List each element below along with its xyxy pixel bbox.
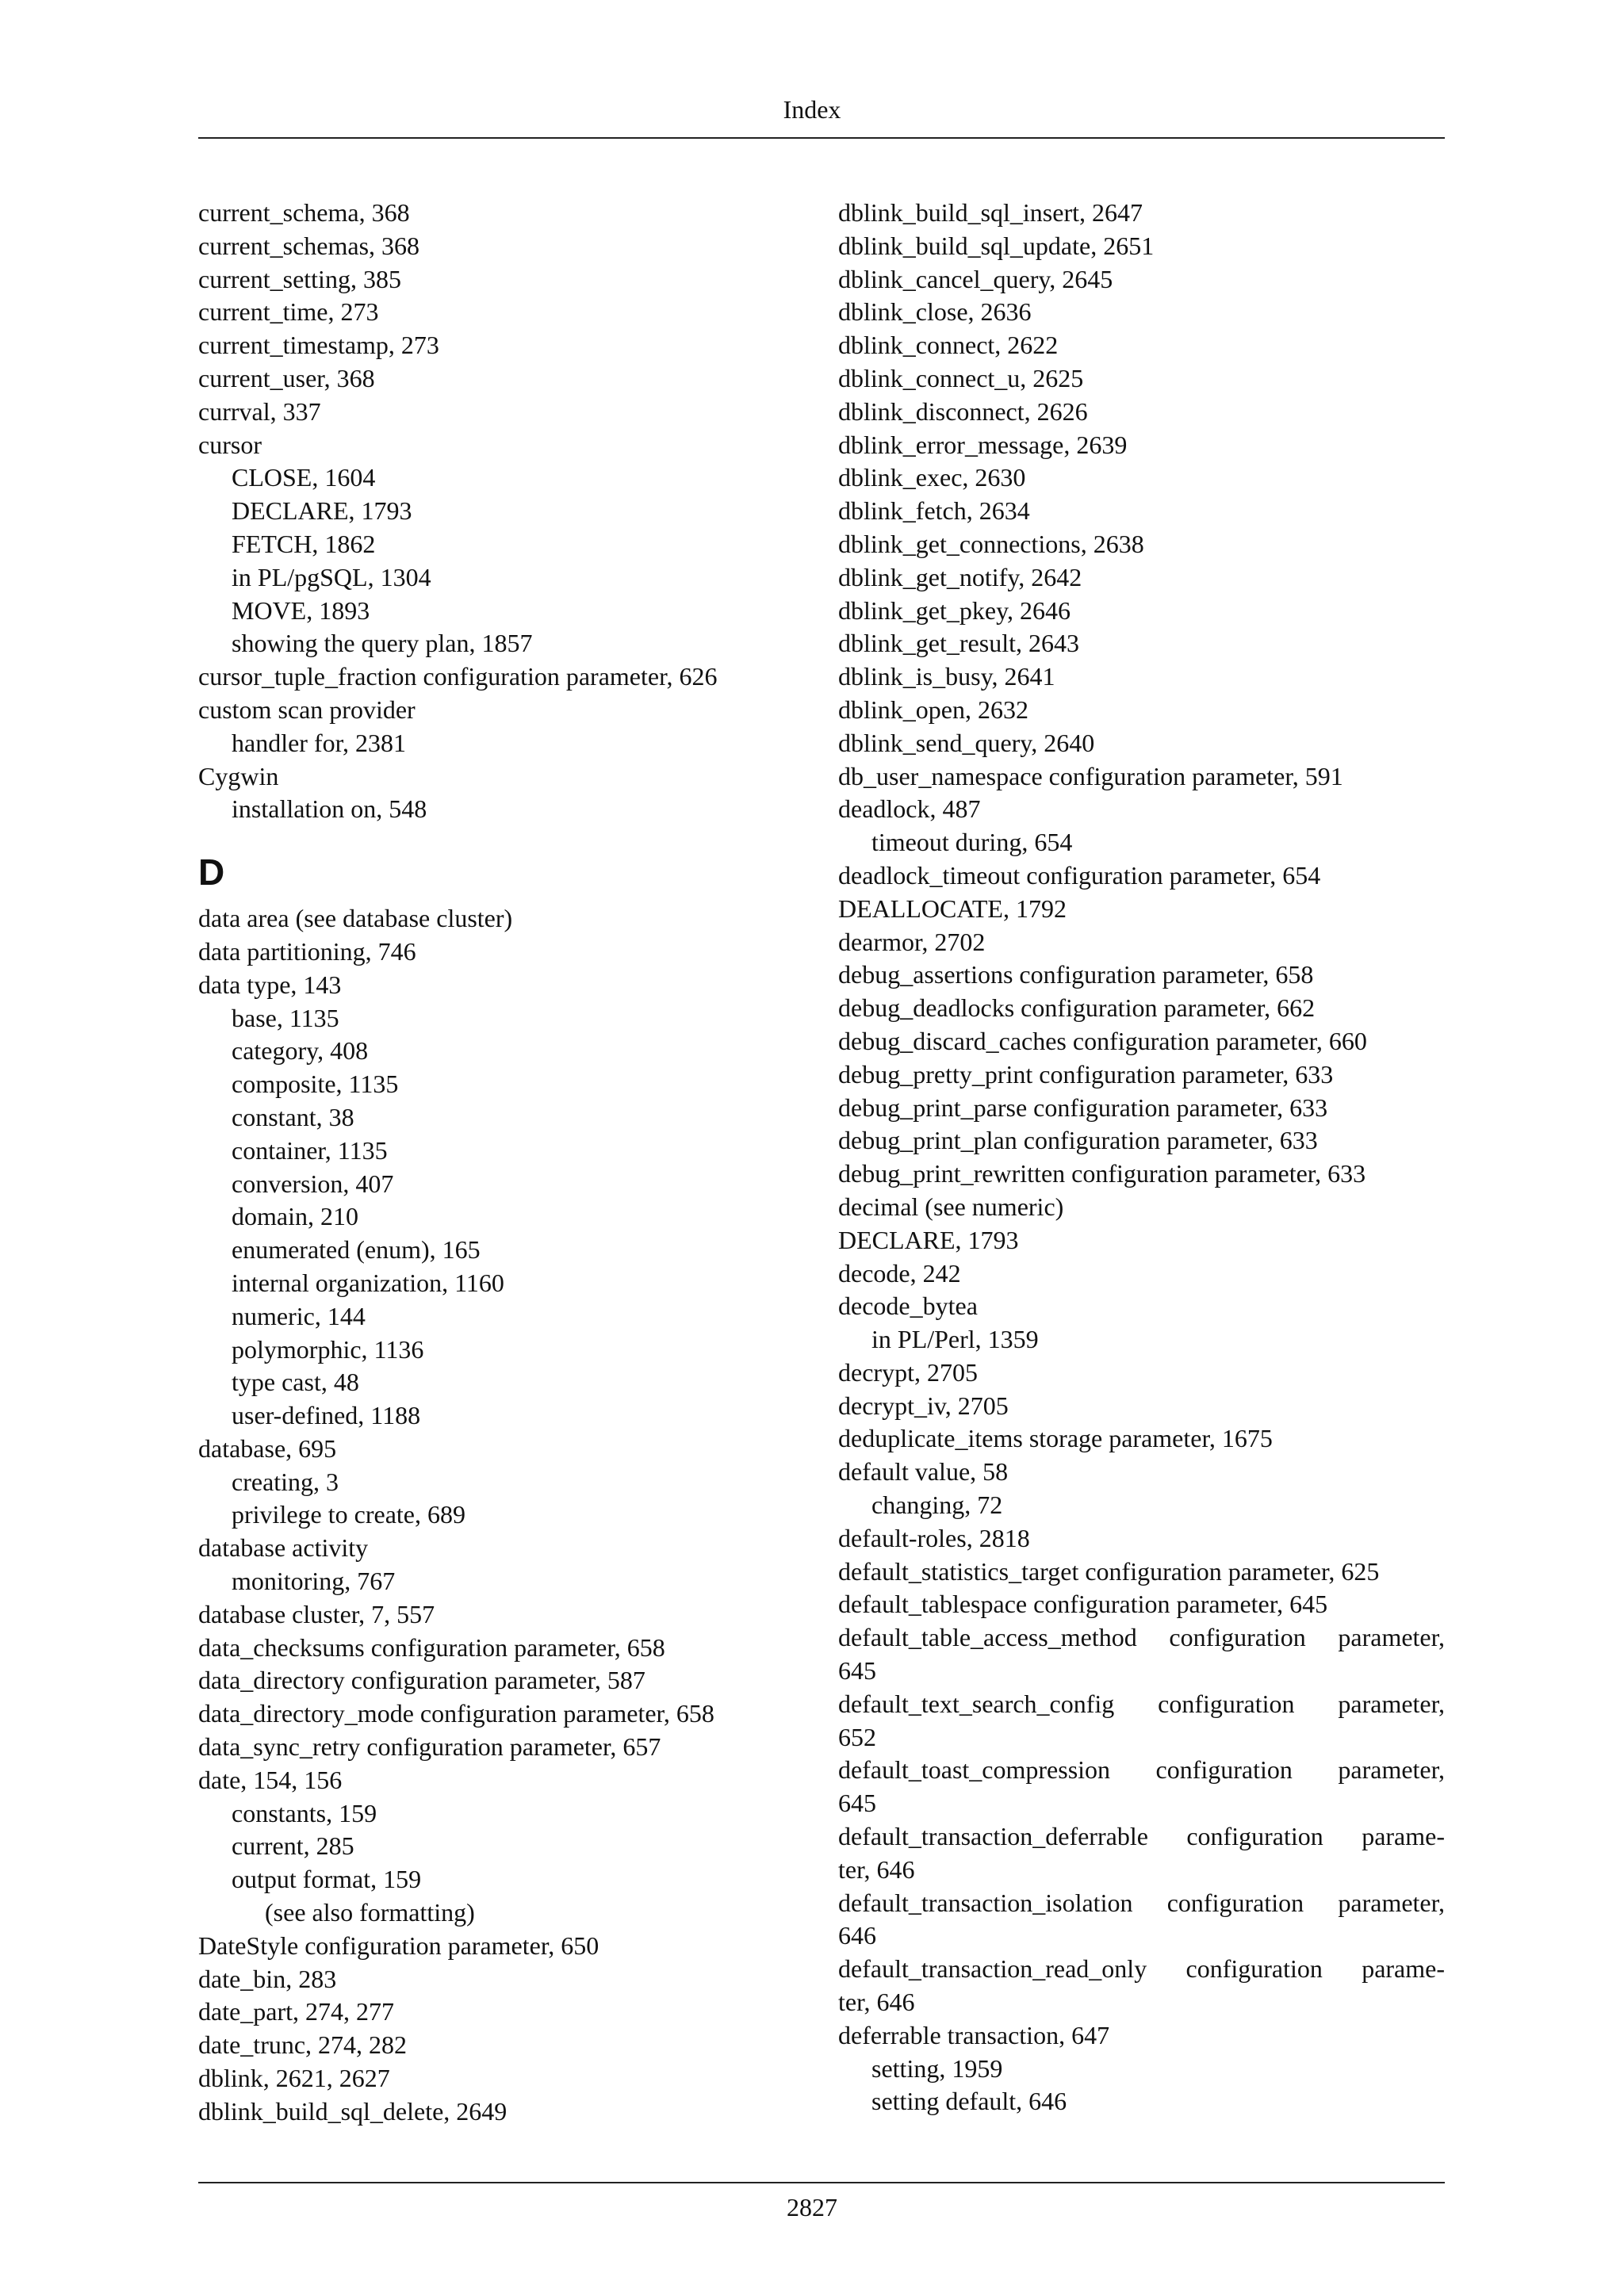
- index-entry: DECLARE, 1793: [838, 1225, 1019, 1254]
- index-entry: cursor: [198, 430, 262, 459]
- index-entry: deadlock_timeout configuration parameter, 654: [838, 860, 1321, 890]
- index-entry: ter, 646: [838, 1988, 915, 2017]
- index-entry: default-roles, 2818: [838, 1523, 1030, 1552]
- footer-rule: [198, 2182, 1445, 2183]
- index-entry: current_schemas, 368: [198, 231, 420, 260]
- index-entry: Cygwin: [198, 761, 279, 790]
- index-entry: default_statistics_target configuration parameter, 625: [838, 1556, 1380, 1586]
- index-entry: deduplicate_items storage parameter, 1675: [838, 1424, 1273, 1453]
- index-entry: 646: [838, 1921, 876, 1950]
- index-subentry: privilege to create, 689: [232, 1500, 465, 1529]
- index-subentry: conversion, 407: [232, 1169, 394, 1198]
- index-subentry: creating, 3: [232, 1467, 339, 1496]
- index-entry: dblink_get_notify, 2642: [838, 562, 1082, 591]
- index-entry: database, 695: [198, 1433, 337, 1463]
- index-entry: decimal (see numeric): [838, 1192, 1064, 1221]
- index-subentry: setting, 1959: [871, 2053, 1003, 2083]
- index-entry: deadlock, 487: [838, 794, 981, 824]
- index-subentry: setting default, 646: [871, 2087, 1067, 2116]
- index-entry: debug_pretty_print configuration parameter, 633: [838, 1059, 1334, 1089]
- index-entry: dearmor, 2702: [838, 927, 986, 956]
- index-subentry: polymorphic, 1136: [232, 1334, 424, 1364]
- index-entry: dblink_get_connections, 2638: [838, 529, 1144, 558]
- index-column-right: [838, 197, 1445, 2118]
- index-subentry: constant, 38: [232, 1102, 354, 1131]
- index-entry: dblink_connect_u, 2625: [838, 363, 1084, 392]
- index-entry: custom scan provider: [198, 695, 416, 724]
- index-entry: default_transaction_read_only configuration parame-: [838, 1954, 1445, 1984]
- index-entry: data_checksums configuration parameter, 658: [198, 1632, 665, 1662]
- index-subentry: showing the query plan, 1857: [232, 629, 533, 658]
- index-entry: default value, 58: [838, 1457, 1009, 1487]
- index-entry: dblink_open, 2632: [838, 695, 1028, 724]
- index-entry: dblink_exec, 2630: [838, 463, 1026, 492]
- index-subentry: numeric, 144: [232, 1301, 366, 1330]
- index-entry: dblink_close, 2636: [838, 297, 1032, 327]
- index-entry: current_user, 368: [198, 363, 375, 392]
- index-entry: 645: [838, 1789, 876, 1818]
- index-entry: dblink_build_sql_update, 2651: [838, 231, 1155, 260]
- index-subentry: FETCH, 1862: [232, 529, 376, 558]
- index-entry: dblink_disconnect, 2626: [838, 396, 1088, 426]
- index-entry: dblink_is_busy, 2641: [838, 662, 1055, 691]
- index-entry: date_trunc, 274, 282: [198, 2030, 408, 2060]
- index-entry: dblink_fetch, 2634: [838, 496, 1030, 526]
- index-entry: currval, 337: [198, 396, 321, 426]
- running-header-title: Index: [783, 95, 841, 124]
- index-subentry: timeout during, 654: [871, 828, 1073, 857]
- index-entry: DateStyle configuration parameter, 650: [198, 1931, 599, 1960]
- index-subentry: composite, 1135: [232, 1070, 399, 1099]
- index-entry: debug_print_plan configuration parameter, 633: [838, 1126, 1318, 1155]
- index-entry: default_text_search_config configuration parameter,: [838, 1689, 1445, 1718]
- index-entry: dblink_get_pkey, 2646: [838, 595, 1071, 625]
- index-entry: decrypt_iv, 2705: [838, 1391, 1009, 1420]
- index-entry: data_directory configuration parameter, 587: [198, 1666, 645, 1695]
- index-subentry: domain, 210: [232, 1202, 358, 1231]
- index-entry: dblink_build_sql_insert, 2647: [838, 198, 1143, 227]
- index-entry: cursor_tuple_fraction configuration parameter, 626: [198, 662, 718, 691]
- index-subentry: DECLARE, 1793: [232, 496, 412, 526]
- index-entry: data_sync_retry configuration parameter, 657: [198, 1732, 661, 1762]
- index-entry: 645: [838, 1656, 876, 1686]
- index-entry: dblink_connect, 2622: [838, 331, 1059, 360]
- index-subentry: changing, 72: [871, 1490, 1003, 1520]
- index-subentry: CLOSE, 1604: [232, 463, 376, 492]
- index-entry: decode_bytea: [838, 1292, 978, 1321]
- index-entry: ter, 646: [838, 1854, 915, 1884]
- index-entry: dblink_get_result, 2643: [838, 629, 1079, 658]
- index-subentry: MOVE, 1893: [232, 595, 370, 625]
- index-subentry: internal organization, 1160: [232, 1268, 504, 1297]
- index-entry: data area (see database cluster): [198, 904, 513, 933]
- index-subentry: output format, 159: [232, 1865, 422, 1894]
- index-entry: dblink_error_message, 2639: [838, 430, 1128, 459]
- index-subentry: type cast, 48: [232, 1368, 359, 1397]
- index-entry: debug_print_rewritten configuration parameter, 633: [838, 1159, 1366, 1188]
- index-subentry: handler for, 2381: [232, 728, 406, 757]
- index-entry: debug_assertions configuration parameter, 658: [838, 960, 1314, 989]
- index-entry: decode, 242: [838, 1258, 961, 1288]
- index-entry: default_tablespace configuration parameter, 645: [838, 1590, 1328, 1619]
- index-entry: data partitioning, 746: [198, 936, 416, 966]
- index-subentry: base, 1135: [232, 1003, 339, 1032]
- index-subentry: installation on, 548: [232, 794, 427, 824]
- index-entry: debug_print_parse configuration parameter, 633: [838, 1093, 1328, 1122]
- index-subentry: in PL/Perl, 1359: [871, 1325, 1039, 1354]
- index-subentry: enumerated (enum), 165: [232, 1235, 481, 1265]
- index-subentry: current, 285: [232, 1831, 354, 1861]
- index-entry: default_toast_compression configuration parameter,: [838, 1755, 1445, 1785]
- page-number: 2827: [787, 2193, 837, 2221]
- index-subentry: container, 1135: [232, 1135, 388, 1165]
- index-entry: debug_discard_caches configuration parameter, 660: [838, 1026, 1367, 1055]
- index-entry: db_user_namespace configuration parameter, 591: [838, 761, 1343, 790]
- header-rule: [198, 137, 1445, 139]
- index-entry: date, 154, 156: [198, 1765, 343, 1794]
- index-entry: dblink, 2621, 2627: [198, 2064, 390, 2093]
- index-entry: default_transaction_deferrable configuration parame-: [838, 1822, 1445, 1851]
- index-entry: date_bin, 283: [198, 1964, 337, 1993]
- index-entry: dblink_cancel_query, 2645: [838, 264, 1113, 293]
- index-entry: DEALLOCATE, 1792: [838, 894, 1067, 923]
- index-subentry: constants, 159: [232, 1798, 377, 1827]
- index-subentry: user-defined, 1188: [232, 1401, 421, 1430]
- index-entry: data_directory_mode configuration parameter, 658: [198, 1699, 714, 1728]
- index-letter-heading: D: [198, 851, 225, 894]
- index-entry: 652: [838, 1722, 876, 1751]
- index-entry: database cluster, 7, 557: [198, 1599, 435, 1628]
- index-entry: debug_deadlocks configuration parameter, 662: [838, 993, 1316, 1023]
- index-subentry: (see also formatting): [265, 1898, 475, 1927]
- index-subentry: monitoring, 767: [232, 1567, 396, 1596]
- index-entry: dblink_build_sql_delete, 2649: [198, 2096, 508, 2126]
- index-entry: default_table_access_method configuration parameter,: [838, 1623, 1445, 1652]
- index-subentry: in PL/pgSQL, 1304: [232, 562, 431, 591]
- index-subentry: category, 408: [232, 1036, 369, 1066]
- index-entry: dblink_send_query, 2640: [838, 728, 1095, 757]
- index-entry: current_time, 273: [198, 297, 379, 327]
- index-entry: current_setting, 385: [198, 264, 401, 293]
- index-entry: date_part, 274, 277: [198, 1997, 395, 2026]
- index-column-left: [198, 197, 785, 2129]
- index-entry: data type, 143: [198, 970, 342, 999]
- index-entry: database activity: [198, 1533, 369, 1563]
- index-entry: default_transaction_isolation configuration parameter,: [838, 1888, 1445, 1917]
- index-entry: current_schema, 368: [198, 198, 410, 227]
- index-entry: deferrable transaction, 647: [838, 2020, 1110, 2049]
- index-entry: decrypt, 2705: [838, 1357, 978, 1387]
- index-entry: current_timestamp, 273: [198, 331, 439, 360]
